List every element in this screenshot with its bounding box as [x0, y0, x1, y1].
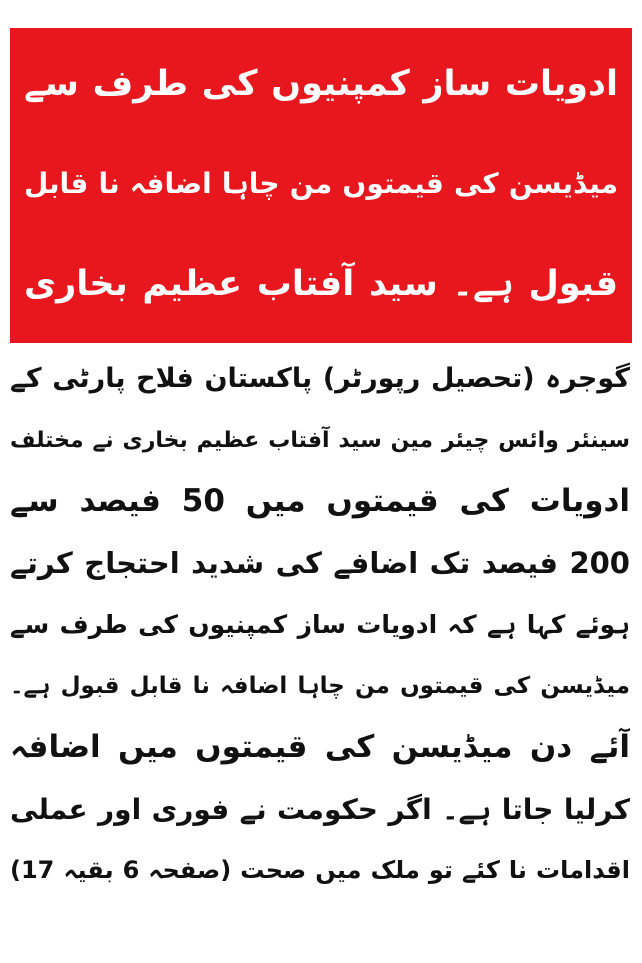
headline-line-3: قبول ہے۔ سید آفتاب عظیم بخاری: [24, 264, 618, 304]
article-line-3: ادویات کی قیمتوں میں 50 فیصد سے: [10, 483, 630, 519]
article-line-1: گوجرہ (تحصیل رپورٹر) پاکستان فلاح پارٹی کے: [10, 363, 630, 394]
headline-line-1: ادویات ساز کمپنیوں کی طرف سے: [24, 64, 618, 104]
article-body: [10, 348, 630, 902]
article-line-4: 200 فیصد تک اضافے کی شدید احتجاج کرتے: [10, 545, 630, 580]
article-line-9: اقدامات نا کئے تو ملک میں صحت (صفحہ 6 بقیہ 17): [10, 856, 630, 884]
article-line-5: ہوئے کہا ہے کہ ادویات ساز کمپنیوں کی طرف سے: [10, 610, 630, 639]
article-line-2: سینئر وائس چیئر مین سید آفتاب عظیم بخاری نے مختلف: [10, 427, 630, 453]
headline-box: [10, 28, 632, 343]
headline-line-2: میڈیسن کی قیمتوں من چاہا اضافہ نا قابل: [24, 167, 618, 200]
article-line-6: میڈیسن کی قیمتوں من چاہا اضافہ نا قابل قبول ہے۔: [10, 672, 630, 699]
article-line-7: آئے دن میڈیسن کی قیمتوں میں اضافہ: [10, 729, 630, 765]
article-line-8: کرلیا جاتا ہے۔ اگر حکومت نے فوری اور عملی: [10, 792, 630, 826]
